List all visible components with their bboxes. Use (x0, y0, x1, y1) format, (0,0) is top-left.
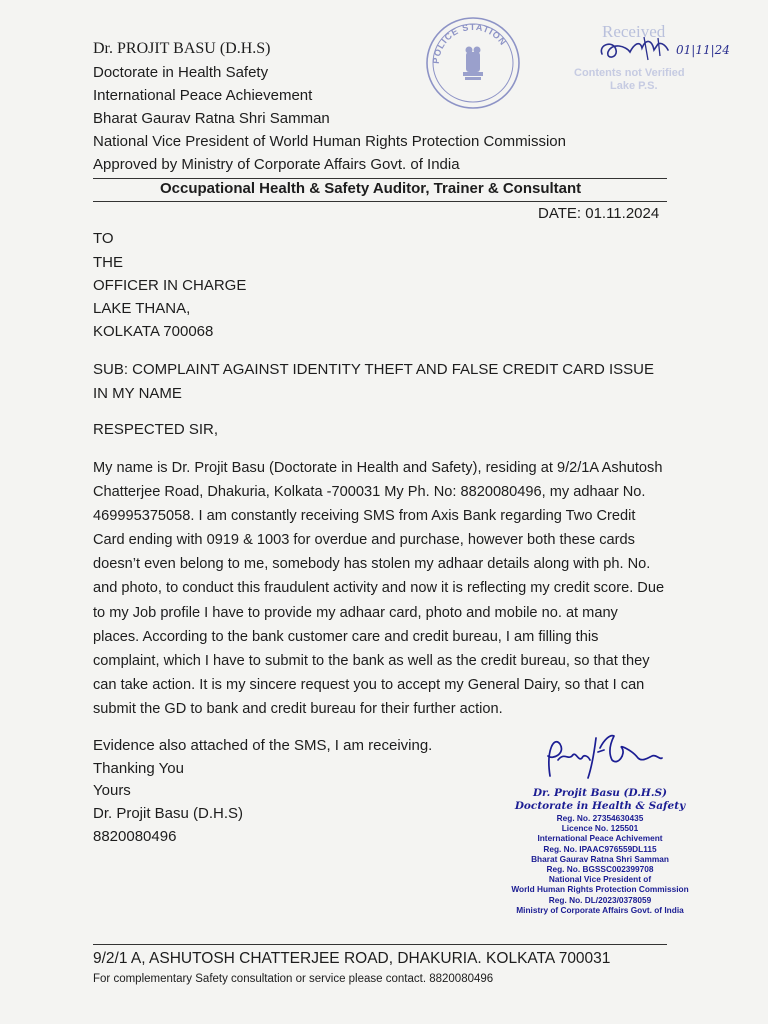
addressee-line: LAKE THANA, (93, 300, 191, 317)
letter-date: DATE: 01.11.2024 (538, 205, 660, 222)
stamp-line: Reg. No. IPAAC976559DL115 (543, 843, 657, 854)
stamp-line: Bharat Gaurav Ratna Shri Samman (531, 853, 669, 864)
addressee-line: KOLKATA 700068 (93, 323, 214, 340)
addressee-line: OFFICER IN CHARGE (93, 277, 247, 294)
stamp-line: World Human Rights Protection Commission (511, 884, 689, 895)
addressee-line: TO (93, 230, 114, 247)
received-stamp-title: Received (602, 22, 666, 41)
letterhead-name: Dr. PROJIT BASU (D.H.S) (93, 40, 271, 57)
letterhead-bottom-rule (93, 201, 667, 202)
stamp-line: Reg. No. 27354630435 (556, 813, 644, 823)
letterhead-top-rule (93, 178, 667, 179)
letterhead-line: Doctorate in Health Safety (93, 64, 269, 81)
signature-stamp (490, 787, 710, 915)
closing-line: 8820080496 (93, 828, 177, 845)
footer-rule (93, 944, 667, 945)
closing-line: Yours (93, 782, 131, 799)
salutation: RESPECTED SIR, (93, 421, 219, 438)
seal-text: POLICE STATION (430, 21, 509, 65)
letterhead-title: Occupational Health & Safety Auditor, Trainer & Consultant (160, 180, 582, 197)
closing-line: Dr. Projit Basu (D.H.S) (93, 805, 244, 822)
emblem-icon (463, 47, 483, 81)
stamp-line: Reg. No. BGSSC002399708 (546, 864, 654, 875)
letterhead-line: National Vice President of World Human Rights Protection Commission (93, 133, 566, 150)
footer-note: For complementary Safety consultation or service please contact. 8820080496 (93, 973, 494, 985)
stamp-line: International Peace Achivement (537, 833, 663, 844)
handwritten-signature (538, 730, 668, 790)
received-note: Contents not Verified (574, 67, 685, 79)
stamp-line: Reg. No. DL/2023/0378059 (548, 894, 652, 905)
stamp-title: Doctorate in Health & Safety (514, 800, 686, 812)
stamp-line: National Vice President of (548, 874, 652, 885)
addressee-line: THE (93, 254, 123, 271)
received-place: Lake P.S. (610, 80, 658, 92)
letterhead-line: Bharat Gaurav Ratna Shri Samman (93, 110, 330, 127)
police-station-seal (424, 14, 522, 110)
stamp-line: Ministry of Corporate Affairs Govt. of India (516, 904, 684, 915)
stamp-line: Licence No. 125501 (561, 823, 639, 834)
received-stamp (566, 22, 756, 94)
subject-line: SUB: COMPLAINT AGAINST IDENTITY THEFT AND FALSE CREDIT CARD ISSUE IN MY NAME (93, 361, 654, 402)
letterhead-line: Approved by Ministry of Corporate Affairs Govt. of India (93, 156, 460, 173)
closing-line: Thanking You (93, 760, 184, 777)
letter-body: My name is Dr. Projit Basu (Doctorate in Health and Safety), residing at 9/2/1A Ashutosh Chatterjee Road, Dhakuria, Kolkata -700031 My Ph. No: 8820080496, my adhaar No. 469995375058. I am constantly receiving SMS from Axis Bank regarding Two Credit Card ending with 0919 & 1003 for overdue and purchase, however both these cards doesn’t even belong to me, somebody has stolen my adhaar details along with ph. No. and photo, to conduct this fraudulent activity and now it is reflecting my credit score. Due to my Job profile I have to provide my adhaar card, photo and mobile no. at many places. According to the bank customer care and credit bureau, I am filling this complaint, which I have to submit to the bank as well as the credit bureau, so that they can take action. It is my sincere request you to accept my General Dairy, so that I can submit the GD to bank and credit bureau for their further action. (93, 460, 665, 717)
stamp-name: Dr. Projit Basu (D.H.S) (532, 787, 668, 799)
closing-line: Evidence also attached of the SMS, I am receiving. (93, 737, 433, 754)
received-date: 01|11|24 (676, 43, 730, 57)
letterhead-line: International Peace Achievement (93, 87, 313, 104)
footer-address: 9/2/1 A, ASHUTOSH CHATTERJEE ROAD, DHAKURIA. KOLKATA 700031 (93, 950, 611, 967)
